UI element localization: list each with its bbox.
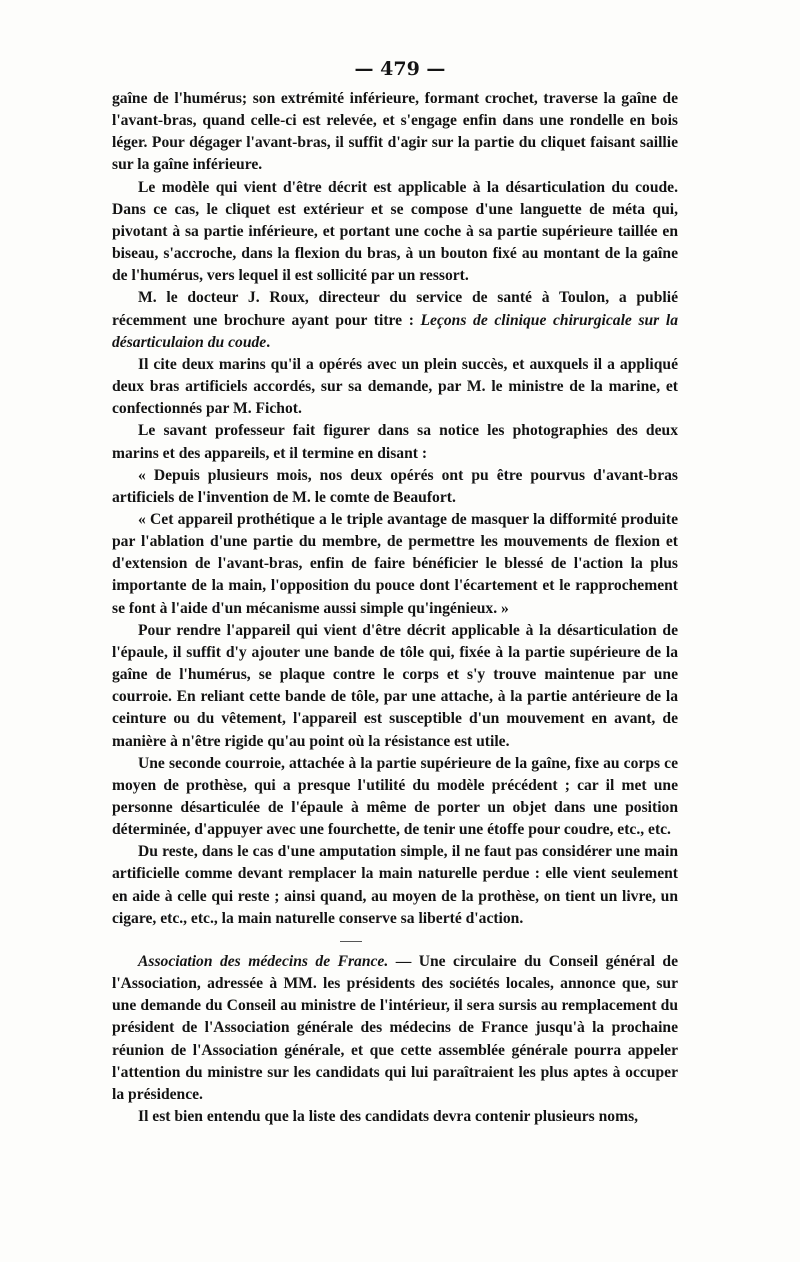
paragraph [112,287,678,353]
main-text [112,88,678,930]
paragraph [112,951,678,1106]
section-divider [340,941,362,942]
book-title: Leçons de clinique chirurgicale sur la désarticulaion du coude [112,311,679,351]
paragraph-text: M. le docteur J. Roux, directeur du service de santé à Toulon, a publié récemment une brochure ayant pour titre : [112,289,678,329]
quote-paragraph: « Depuis plusieurs mois, nos deux opérés ont pu être pourvus d'avant-bras artificiels de l'invention de M. le comte de Beaufort. [112,466,678,506]
section-association [112,951,678,1128]
paragraph: Le modèle qui vient d'être décrit est applicable à la désarticulation du coude. Dans ce cas, le cliquet est extérieur et se compose d'une languette de méta qui, pivotant à sa partie inférieure, et portant une coche à sa partie supérieure taillée en biseau, s'accroche, dans la flexion du bras, à un bouton fixé au montant de la gaîne de l'humérus, vers lequel il est sollicité par un ressort. [112,178,678,285]
paragraph: Il est bien entendu que la liste des candidats devra contenir plusieurs noms, [138,1108,639,1126]
section-heading: Association des médecins de France. [138,953,389,970]
paragraph: gaîne de l'humérus; son extrémité inférieure, formant crochet, traverse la gaîne de l'avant-bras, quand celle-ci est relevée, et s'engage enfin dans une rondelle en bois léger. Pour dégager l'avant-bras, il suffit d'agir sur la partie du cliquet faisant saillie sur la gaîne inférieure. [112,90,678,174]
paragraph: Il cite deux marins qu'il a opérés avec un plein succès, et auxquels il a appliqué deux bras artificiels accordés, sur sa demande, par M. le ministre de la marine, et confectionnés par M. Fichot. [112,355,678,418]
paragraph: Pour rendre l'appareil qui vient d'être décrit applicable à la désarticulation de l'épaule, il suffit d'y ajouter une bande de tôle qui, fixée à la partie supérieure de la gaîne de l'humérus, se plaque contre le corps et s'y trouve maintenue par une courroie. En reliant cette bande de tôle, par une attache, à la partie antérieure de la ceinture ou du vêtement, l'appareil est susceptible d'un mouvement en avant, de manière à n'être rigide qu'au point où la résistance est utile. [112,621,678,750]
paragraph-text: . [266,333,271,351]
paragraph-text: — Une circulaire du Conseil général de l'Association, adressée à MM. les présidents des sociétés locales, annonce que, sur une demande du Conseil au ministre de l'intérieur, il sera sursis au remplacement du président de l'Association générale des médecins de France jusqu'à la prochaine réunion de l'Association générale, et que cette assemblée générale pourra appeler l'attention du ministre sur les candidats qui lui paraîtraient les plus aptes à occuper la présidence. [112,953,679,1103]
page-number: — 479 — [354,58,446,80]
paragraph: Le savant professeur fait figurer dans sa notice les photographies des deux marins et des appareils, et il termine en disant : [112,422,678,462]
paragraph: Une seconde courroie, attachée à la partie supérieure de la gaîne, fixe au corps ce moyen de prothèse, qui a presque l'utilité du modèle précédent ; car il met une personne désarticulée de l'épaule à même de porter un objet dans une position déterminée, d'appuyer avec une fourchette, de tenir une étoffe pour coudre, etc., etc. [112,754,678,839]
quote-paragraph: « Cet appareil prothétique a le triple avantage de masquer la difformité produite par l'ablation d'une partie du membre, de permettre les mouvements de flexion et d'extension de l'avant-bras, enfin de faire bénéficier le blessé de l'action la plus importante de la main, l'opposition du pouce dont l'écartement et le rapprochement se font à l'aide d'un mécanisme aussi simple qu'ingénieux. » [112,510,678,617]
paragraph: Du reste, dans le cas d'une amputation simple, il ne faut pas considérer une main artificielle comme devant remplacer la main naturelle perdue : elle vient seulement en aide à celle qui reste ; ainsi quand, au moyen de la prothèse, on tient un livre, un cigare, etc., etc., la main naturelle conserve sa liberté d'action. [112,843,678,927]
